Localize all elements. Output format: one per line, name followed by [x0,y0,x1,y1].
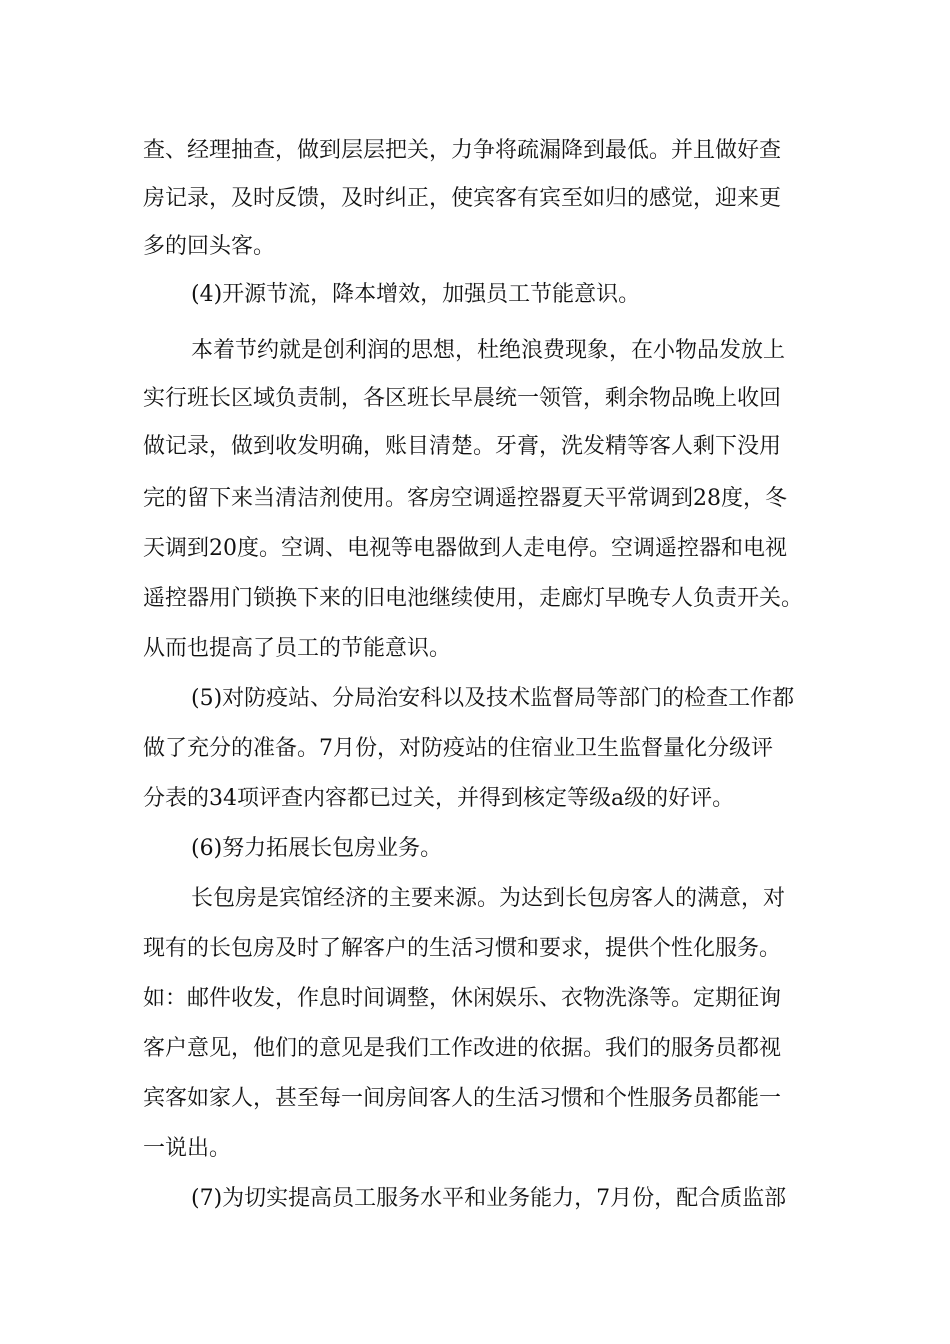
text-line: 实行班长区域负责制，各区班长早晨统一领管，剩余物品晚上收回 [143,386,782,411]
text-line: 查、经理抽查，做到层层把关，力争将疏漏降到最低。并且做好查 [143,138,782,163]
text-line: 客户意见，他们的意见是我们工作改进的依据。我们的服务员都视 [143,1036,782,1061]
text-line: (5)对防疫站、分局治安科以及技术监督局等部门的检查工作都 [191,686,795,711]
text-line: 做记录，做到收发明确，账目清楚。牙膏，洗发精等客人剩下没用 [143,434,782,459]
text-line: 遥控器用门锁换下来的旧电池继续使用，走廊灯早晚专人负责开关。 [143,586,804,611]
text-line: 宾客如家人，甚至每一间房间客人的生活习惯和个性服务员都能一 [143,1086,782,1111]
text-line: (7)为切实提高员工服务水平和业务能力，7月份，配合质监部 [191,1186,787,1211]
text-line: 如：邮件收发，作息时间调整，休闲娱乐、衣物洗涤等。定期征询 [143,986,782,1011]
section-heading: (6)努力拓展长包房业务。 [191,836,443,861]
text-line: 完的留下来当清洁剂使用。客房空调遥控器夏天平常调到28度，冬 [143,486,787,511]
text-line: 一说出。 [143,1136,232,1161]
text-line: 房记录，及时反馈，及时纠正，使宾客有宾至如归的感觉，迎来更 [143,186,782,211]
text-line: 天调到20度。空调、电视等电器做到人走电停。空调遥控器和电视 [143,536,787,561]
text-line: 多的回头客。 [143,234,276,259]
text-line: 现有的长包房及时了解客户的生活习惯和要求，提供个性化服务。 [143,936,782,961]
text-line: 本着节约就是创利润的思想，杜绝浪费现象，在小物品发放上 [191,338,786,363]
text-line: 从而也提高了员工的节能意识。 [143,636,452,661]
section-heading: (4)开源节流，降本增效，加强员工节能意识。 [191,282,641,307]
text-line: 做了充分的准备。7月份，对防疫站的住宿业卫生监督量化分级评 [143,736,773,761]
text-line: 分表的34项评查内容都已过关，并得到核定等级a级的好评。 [143,786,735,811]
text-line: 长包房是宾馆经济的主要来源。为达到长包房客人的满意，对 [191,886,786,911]
